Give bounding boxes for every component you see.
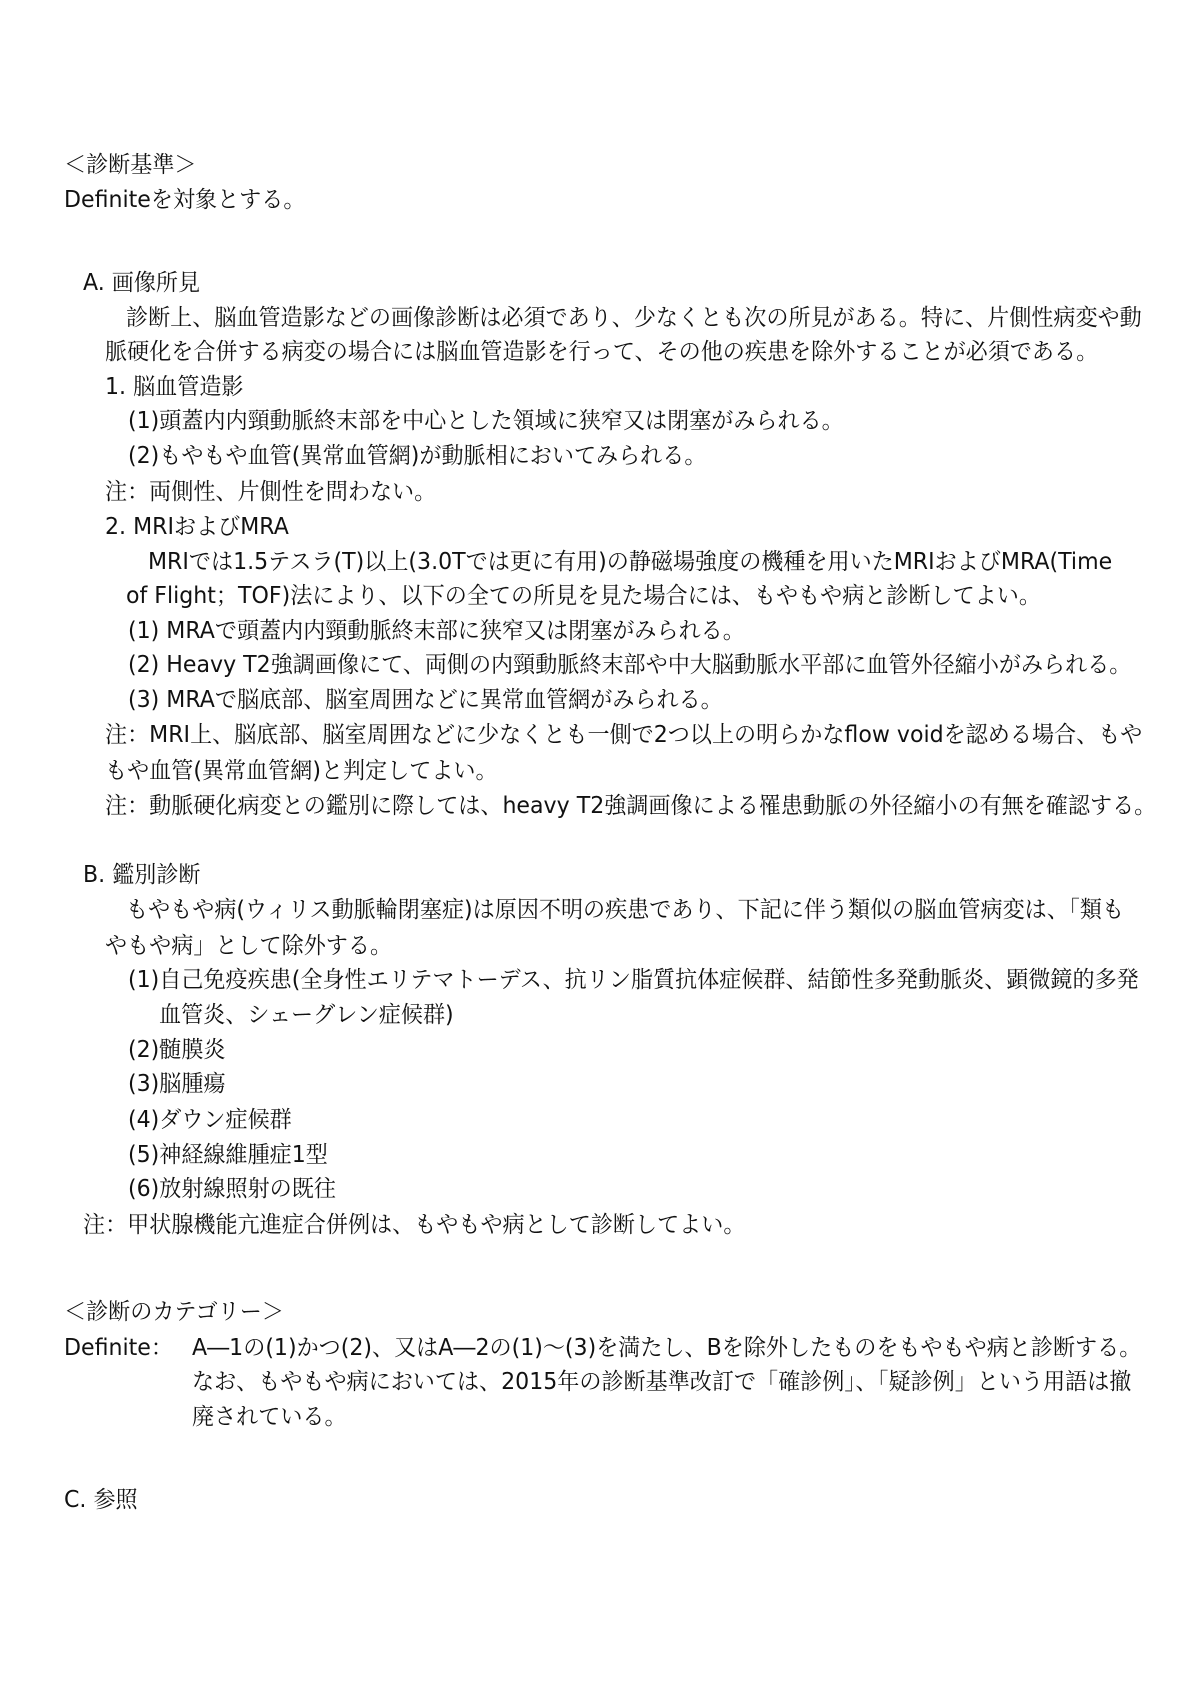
category-line: 廃されている。 <box>192 1404 347 1430</box>
list-item: (4)ダウン症候群 <box>128 1107 292 1133</box>
category-heading: ＜診断のカテゴリー＞ <box>64 1299 284 1325</box>
sub2-title: 2. MRIおよびMRA <box>105 514 289 540</box>
note: もや血管(異常血管網)と判定してよい。 <box>105 758 498 784</box>
list-item: (3) MRAで脳底部、脳室周囲などに異常血管網がみられる。 <box>128 687 723 713</box>
list-item: (6)放射線照射の既往 <box>128 1176 336 1202</box>
list-item: (2)もやもや血管(異常血管網)が動脈相においてみられる。 <box>128 443 707 469</box>
category-line: なお、もやもや病においては、2015年の診断基準改訂で「確診例」、「疑診例」という用語は撤 <box>192 1369 1132 1395</box>
list-item: (1)頭蓋内内頸動脈終末部を中心とした領域に狭窄又は閉塞がみられる。 <box>128 408 844 434</box>
list-item: 血管炎、シェーグレン症候群) <box>159 1002 454 1028</box>
list-item: (2) Heavy T2強調画像にて、両側の内頸動脈終末部や中大脳動脈水平部に血管外径縮小がみられる。 <box>128 652 1132 678</box>
criteria-intro: Definiteを対象とする。 <box>64 187 306 213</box>
category-label: Definite： <box>64 1335 173 1361</box>
list-item: (1)自己免疫疾患(全身性エリテマトーデス、抗リン脂質抗体症候群、結節性多発動脈炎、顕微鏡的多発 <box>128 967 1139 993</box>
note: 注：動脈硬化病変との鑑別に際しては、heavy T2強調画像による罹患動脈の外径縮小の有無を確認する。 <box>105 793 1157 819</box>
list-item: (1) MRAで頭蓋内内頸動脈終末部に狭窄又は閉塞がみられる。 <box>128 618 745 644</box>
list-item: (2)髄膜炎 <box>128 1037 226 1063</box>
criteria-heading: ＜診断基準＞ <box>64 152 197 178</box>
note: 注：甲状腺機能亢進症合併例は、もやもや病として診断してよい。 <box>83 1212 746 1238</box>
sub2-para: MRIでは1.5テスラ(T)以上(3.0Tでは更に有用)の静磁場強度の機種を用いたMRIおよびMRA(Time <box>148 549 1113 575</box>
section-c-title: C. 参照 <box>64 1487 138 1513</box>
section-a-para: 診断上、脳血管造影などの画像診断は必須であり、少なくとも次の所見がある。特に、片側性病変や動 <box>126 305 1142 331</box>
sub1-title: 1. 脳血管造影 <box>105 374 244 400</box>
note: 注：両側性、片側性を問わない。 <box>105 479 437 505</box>
section-a-title: A. 画像所見 <box>83 270 201 296</box>
section-b-title: B. 鑑別診断 <box>83 862 201 888</box>
section-b-para: やもや病」として除外する。 <box>105 933 393 959</box>
list-item: (5)神経線維腫症1型 <box>128 1142 328 1168</box>
category-line: A―1の(1)かつ(2)、又はA―2の(1)～(3)を満たし、Bを除外したものをもやもや病と診断する。 <box>192 1335 1142 1361</box>
section-b-para: もやもや病(ウィリス動脈輪閉塞症)は原因不明の疾患であり、下記に伴う類似の脳血管病変は、「類も <box>126 897 1125 923</box>
section-a-para: 脈硬化を合併する病変の場合には脳血管造影を行って、その他の疾患を除外することが必須である。 <box>105 339 1099 365</box>
note: 注：MRI上、脳底部、脳室周囲などに少なくとも一側で2つ以上の明らかなflow voidを認める場合、もや <box>105 722 1143 748</box>
list-item: (3)脳腫瘍 <box>128 1071 226 1097</box>
sub2-para: of Flight；TOF)法により、以下の全ての所見を見た場合には、もやもや病と診断してよい。 <box>126 583 1041 609</box>
